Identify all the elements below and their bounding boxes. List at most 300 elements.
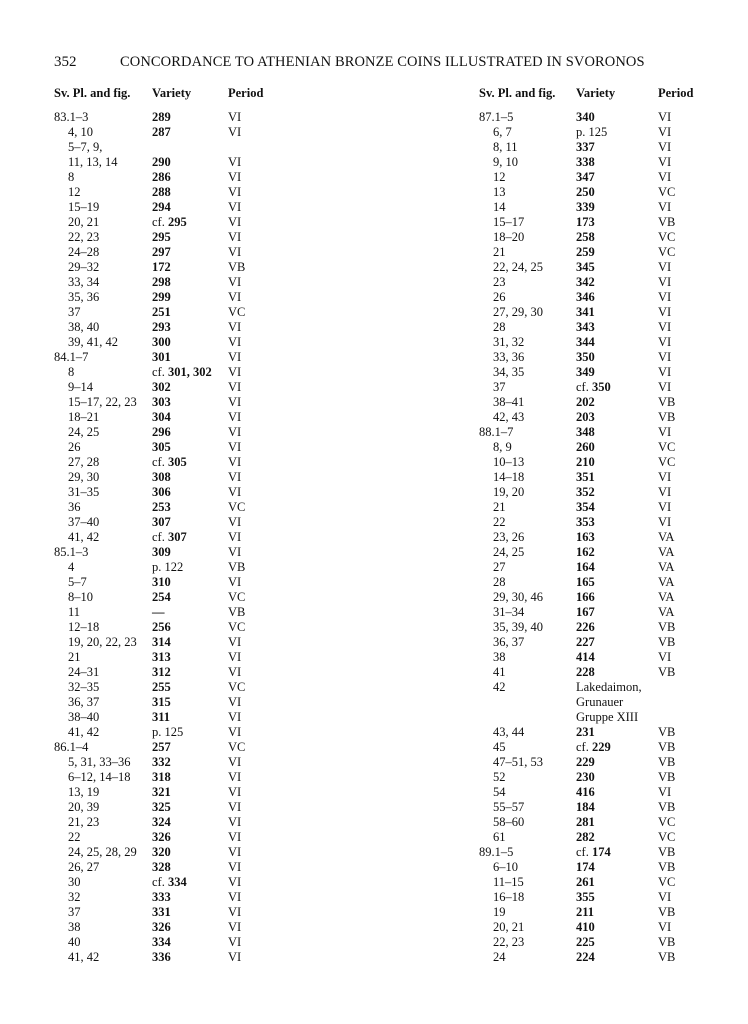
variety-number: 318 — [152, 770, 171, 784]
period-cell: VI — [228, 185, 242, 199]
figure-ref: 23 — [493, 275, 506, 289]
figure-ref: 23, 26 — [493, 530, 525, 544]
variety-prefix: cf. — [576, 740, 592, 754]
period-cell: VB — [658, 665, 676, 679]
period-cell: VC — [228, 620, 246, 634]
variety-number: 286 — [152, 170, 171, 184]
variety-number: 328 — [152, 860, 171, 874]
figure-ref: 27 — [493, 560, 506, 574]
variety-cell — [576, 155, 595, 170]
variety-number: 353 — [576, 515, 595, 529]
variety-cell — [152, 755, 171, 770]
variety-cell — [152, 200, 171, 215]
variety-cell — [576, 590, 595, 605]
variety-cell — [152, 935, 171, 950]
variety-number: 346 — [576, 290, 595, 304]
variety-cell — [576, 845, 611, 860]
variety-cell — [152, 575, 171, 590]
period-cell: VB — [658, 740, 676, 754]
period-cell: VI — [658, 350, 672, 364]
variety-number: 313 — [152, 650, 171, 664]
variety-cell — [152, 365, 212, 380]
figure-ref: 38 — [68, 920, 81, 934]
variety-cell — [152, 395, 171, 410]
figure-ref: 19, 20, 22, 23 — [68, 635, 137, 649]
period-cell: VI — [228, 920, 242, 934]
variety-number: 258 — [576, 230, 595, 244]
figure-ref: 24, 25 — [493, 545, 525, 559]
variety-number: 352 — [576, 485, 595, 499]
figure-ref: 52 — [493, 770, 506, 784]
period-cell: VI — [228, 710, 242, 724]
figure-ref: 33, 36 — [493, 350, 525, 364]
period-cell: VI — [228, 350, 242, 364]
variety-number: 226 — [576, 620, 595, 634]
variety-number: 202 — [576, 395, 595, 409]
figure-ref: 19 — [493, 905, 506, 919]
header-variety: Variety — [576, 86, 616, 100]
period-cell: VC — [658, 455, 676, 469]
variety-cell — [152, 545, 171, 560]
figure-ref: 36, 37 — [68, 695, 100, 709]
variety-number: 229 — [591, 740, 611, 754]
variety-cell — [576, 260, 595, 275]
variety-cell — [152, 245, 171, 260]
period-cell: VI — [228, 125, 242, 139]
figure-ref: 41, 42 — [68, 530, 100, 544]
period-cell: VC — [658, 875, 676, 889]
variety-cell — [152, 320, 171, 335]
variety-number: 295 — [167, 215, 187, 229]
figure-ref: 4, 10 — [68, 125, 93, 139]
period-cell: VI — [228, 860, 242, 874]
variety-number: 253 — [152, 500, 171, 514]
figure-ref: 10–13 — [493, 455, 525, 469]
figure-ref: 58–60 — [493, 815, 525, 829]
figure-ref: 24–28 — [68, 245, 100, 259]
period-cell: VI — [228, 365, 242, 379]
period-cell: VI — [228, 485, 242, 499]
variety-number: 325 — [152, 800, 171, 814]
figure-ref: 31–35 — [68, 485, 100, 499]
variety-cell — [152, 515, 171, 530]
figure-ref: 14 — [493, 200, 506, 214]
variety-number: 173 — [576, 215, 595, 229]
variety-number: 314 — [152, 635, 171, 649]
variety-cell — [152, 680, 171, 695]
period-cell: VI — [658, 485, 672, 499]
variety-cell — [152, 650, 171, 665]
variety-number: 254 — [152, 590, 171, 604]
figure-ref: 9–14 — [68, 380, 93, 394]
figure-ref: 41, 42 — [68, 725, 100, 739]
period-cell: VI — [228, 110, 242, 124]
figure-ref: 6–10 — [493, 860, 518, 874]
period-cell: VI — [228, 545, 242, 559]
variety-cell — [576, 815, 595, 830]
period-cell: VI — [658, 140, 672, 154]
period-cell: VI — [228, 320, 242, 334]
variety-cell — [576, 215, 595, 230]
figure-ref: 38–40 — [68, 710, 100, 724]
period-cell: VI — [228, 455, 242, 469]
variety-number: 250 — [576, 185, 595, 199]
variety-cell — [576, 665, 595, 680]
period-cell: VI — [658, 470, 672, 484]
figure-ref: 26, 27 — [68, 860, 100, 874]
period-cell: VI — [658, 365, 672, 379]
variety-cell — [152, 290, 171, 305]
variety-number: 225 — [576, 935, 595, 949]
variety-number: 260 — [576, 440, 595, 454]
period-cell: VI — [658, 290, 672, 304]
variety-number: 281 — [576, 815, 595, 829]
figure-ref: 37 — [68, 305, 81, 319]
variety-cell — [152, 605, 165, 620]
period-cell: VI — [658, 125, 672, 139]
figure-ref: 24, 25 — [68, 425, 100, 439]
variety-cell — [152, 890, 171, 905]
period-cell: VC — [658, 230, 676, 244]
variety-cell — [576, 455, 595, 470]
variety-cell — [152, 335, 171, 350]
variety-cell — [152, 875, 187, 890]
variety-number: 293 — [152, 320, 171, 334]
variety-number: 227 — [576, 635, 595, 649]
variety-number: 164 — [576, 560, 595, 574]
variety-cell — [152, 425, 171, 440]
figure-ref: 14–18 — [493, 470, 525, 484]
figure-ref: 11, 13, 14 — [68, 155, 118, 169]
variety-cell — [576, 335, 595, 350]
period-cell: VB — [658, 950, 676, 964]
header-figure: Sv. Pl. and fig. — [479, 86, 556, 100]
variety-cell — [576, 245, 595, 260]
figure-ref: 15–17, 22, 23 — [68, 395, 137, 409]
period-cell: VI — [228, 845, 242, 859]
period-cell: VI — [228, 950, 242, 964]
period-cell: VB — [228, 560, 246, 574]
variety-cell — [152, 455, 187, 470]
variety-number: 295 — [152, 230, 171, 244]
variety-cell — [576, 410, 595, 425]
period-cell: VC — [228, 305, 246, 319]
variety-cell — [576, 785, 595, 800]
figure-ref: 42 — [493, 680, 506, 694]
variety-cell — [152, 110, 171, 125]
variety-cell — [152, 350, 171, 365]
variety-cell — [576, 575, 595, 590]
variety-number: 311 — [152, 710, 171, 724]
period-cell: VI — [228, 290, 242, 304]
variety-cell — [152, 920, 171, 935]
variety-cell — [576, 275, 595, 290]
variety-cell — [576, 770, 595, 785]
figure-ref: 21, 23 — [68, 815, 100, 829]
period-cell: VC — [658, 185, 676, 199]
figure-ref: 29, 30, 46 — [493, 590, 543, 604]
figure-ref: 6–12, 14–18 — [68, 770, 131, 784]
figure-ref: 32 — [68, 890, 81, 904]
variety-cell — [152, 185, 171, 200]
figure-ref: 29, 30 — [68, 470, 100, 484]
variety-number: 326 — [152, 920, 171, 934]
variety-number: 331 — [152, 905, 171, 919]
figure-ref: 54 — [493, 785, 506, 799]
figure-ref: 8, 9 — [493, 440, 512, 454]
period-cell: VI — [228, 470, 242, 484]
variety-cell — [576, 800, 595, 815]
period-cell: VI — [228, 725, 242, 739]
variety-cell — [152, 590, 171, 605]
period-cell: VC — [228, 590, 246, 604]
figure-ref: 13, 19 — [68, 785, 100, 799]
variety-prefix: p. 125 — [152, 725, 184, 739]
period-cell: VB — [658, 755, 676, 769]
variety-cell — [152, 230, 171, 245]
variety-number: 299 — [152, 290, 171, 304]
variety-cell — [152, 845, 171, 860]
page-number: 352 — [54, 54, 77, 70]
period-cell: VB — [658, 410, 676, 424]
variety-number: 290 — [152, 155, 171, 169]
period-cell: VB — [658, 395, 676, 409]
period-cell: VI — [228, 635, 242, 649]
period-cell: VI — [658, 500, 672, 514]
figure-ref: 38 — [493, 650, 506, 664]
variety-cell — [576, 530, 595, 545]
figure-ref: 86.1–4 — [54, 740, 89, 754]
variety-prefix: cf. — [152, 215, 168, 229]
period-cell: VB — [658, 620, 676, 634]
variety-cell — [576, 320, 595, 335]
variety-cell — [576, 755, 595, 770]
variety-number: 416 — [576, 785, 595, 799]
figure-ref: 32–35 — [68, 680, 100, 694]
variety-cell — [152, 860, 171, 875]
running-title: CONCORDANCE TO ATHENIAN BRONZE COINS ILLUSTRATED IN SVORONOS — [120, 54, 645, 70]
period-cell: VI — [228, 380, 242, 394]
variety-number: 302 — [152, 380, 171, 394]
variety-prefix: p. 122 — [152, 560, 184, 574]
variety-cell — [152, 950, 171, 965]
variety-cell — [576, 890, 595, 905]
variety-cell — [576, 305, 595, 320]
figure-ref: 28 — [493, 575, 506, 589]
period-cell: VB — [228, 260, 246, 274]
variety-prefix: p. 125 — [576, 125, 608, 139]
period-cell: VI — [228, 530, 242, 544]
variety-cell — [152, 560, 183, 575]
period-cell: VI — [658, 260, 672, 274]
figure-ref: 38–41 — [493, 395, 525, 409]
period-cell: VC — [658, 830, 676, 844]
variety-cell — [576, 230, 595, 245]
period-cell: VB — [658, 860, 676, 874]
period-cell: VI — [228, 170, 242, 184]
figure-ref: 36 — [68, 500, 81, 514]
variety-number: 224 — [576, 950, 595, 964]
variety-cell — [576, 695, 623, 710]
variety-number: 261 — [576, 875, 595, 889]
period-cell: VI — [228, 875, 242, 889]
period-cell: VA — [658, 590, 675, 604]
figure-ref: 31–34 — [493, 605, 525, 619]
variety-number: 341 — [576, 305, 595, 319]
figure-ref: 22 — [493, 515, 506, 529]
variety-number: 338 — [576, 155, 595, 169]
variety-cell — [576, 515, 595, 530]
variety-number: 324 — [152, 815, 171, 829]
variety-number: 351 — [576, 470, 595, 484]
figure-ref: 22, 23 — [68, 230, 100, 244]
period-cell: VB — [658, 725, 676, 739]
variety-cell — [152, 785, 171, 800]
variety-number: 172 — [152, 260, 171, 274]
variety-cell — [576, 920, 595, 935]
variety-cell — [576, 860, 595, 875]
variety-number: 174 — [591, 845, 611, 859]
variety-number: 344 — [576, 335, 595, 349]
period-cell: VI — [228, 230, 242, 244]
variety-cell — [576, 710, 638, 725]
variety-number: 289 — [152, 110, 171, 124]
variety-cell — [576, 605, 595, 620]
variety-number: 228 — [576, 665, 595, 679]
figure-ref: 19, 20 — [493, 485, 525, 499]
variety-cell — [576, 110, 595, 125]
variety-number: 229 — [576, 755, 595, 769]
figure-ref: 87.1–5 — [479, 110, 514, 124]
figure-ref: 6, 7 — [493, 125, 512, 139]
variety-cell — [576, 440, 595, 455]
period-cell: VI — [228, 815, 242, 829]
variety-number: 165 — [576, 575, 595, 589]
figure-ref: 15–19 — [68, 200, 100, 214]
figure-ref: 37 — [493, 380, 506, 394]
figure-ref: 29–32 — [68, 260, 100, 274]
variety-cell — [576, 425, 595, 440]
variety-cell — [576, 185, 595, 200]
variety-number: 333 — [152, 890, 171, 904]
period-cell: VI — [228, 800, 242, 814]
variety-cell — [576, 200, 595, 215]
figure-ref: 85.1–3 — [54, 545, 89, 559]
variety-cell — [152, 740, 171, 755]
period-cell: VB — [658, 800, 676, 814]
period-cell: VI — [658, 515, 672, 529]
variety-cell — [576, 740, 611, 755]
figure-ref: 47–51, 53 — [493, 755, 543, 769]
period-cell: VI — [228, 785, 242, 799]
variety-number: 230 — [576, 770, 595, 784]
variety-cell — [576, 935, 595, 950]
period-cell: VI — [658, 200, 672, 214]
header-period: Period — [658, 86, 694, 100]
period-cell: VI — [658, 320, 672, 334]
figure-ref: 84.1–7 — [54, 350, 89, 364]
period-cell: VI — [228, 155, 242, 169]
period-cell: VI — [658, 170, 672, 184]
variety-cell — [576, 290, 595, 305]
variety-number: 166 — [576, 590, 595, 604]
variety-number: 296 — [152, 425, 171, 439]
figure-ref: 24–31 — [68, 665, 100, 679]
figure-ref: 20, 21 — [493, 920, 525, 934]
figure-ref: 22, 24, 25 — [493, 260, 543, 274]
period-cell: VI — [658, 110, 672, 124]
variety-cell — [152, 530, 187, 545]
variety-number: 334 — [152, 935, 171, 949]
variety-cell — [576, 395, 595, 410]
variety-cell — [152, 500, 171, 515]
figure-ref: 28 — [493, 320, 506, 334]
figure-ref: 12–18 — [68, 620, 100, 634]
figure-ref: 15–17 — [493, 215, 525, 229]
variety-cell — [152, 830, 171, 845]
period-cell: VI — [228, 935, 242, 949]
variety-number: 309 — [152, 545, 171, 559]
variety-number: 174 — [576, 860, 595, 874]
period-cell: VI — [228, 275, 242, 289]
variety-number: 345 — [576, 260, 595, 274]
variety-number: 301, 302 — [167, 365, 212, 379]
figure-ref: 9, 10 — [493, 155, 518, 169]
variety-number: 162 — [576, 545, 595, 559]
variety-prefix: cf. — [152, 875, 168, 889]
figure-ref: 89.1–5 — [479, 845, 514, 859]
period-cell: VC — [228, 740, 246, 754]
figure-ref: 4 — [68, 560, 75, 574]
variety-cell — [152, 665, 171, 680]
variety-number: 410 — [576, 920, 595, 934]
figure-ref: 35, 39, 40 — [493, 620, 543, 634]
figure-ref: 40 — [68, 935, 81, 949]
variety-number: 294 — [152, 200, 171, 214]
figure-ref: 16–18 — [493, 890, 525, 904]
variety-cell — [576, 500, 595, 515]
variety-number: 297 — [152, 245, 171, 259]
period-cell: VB — [658, 905, 676, 919]
figure-ref: 27, 28 — [68, 455, 100, 469]
period-cell: VI — [228, 905, 242, 919]
variety-number: 307 — [152, 515, 171, 529]
period-cell: VI — [658, 335, 672, 349]
period-cell: VI — [228, 440, 242, 454]
variety-cell — [576, 635, 595, 650]
variety-cell — [152, 905, 171, 920]
period-cell: VI — [658, 380, 672, 394]
period-cell: VI — [228, 200, 242, 214]
variety-number: 334 — [167, 875, 187, 889]
figure-ref: 41 — [493, 665, 506, 679]
variety-number: 350 — [576, 350, 595, 364]
variety-cell — [152, 215, 187, 230]
figure-ref: 24 — [493, 950, 506, 964]
variety-number: 255 — [152, 680, 171, 694]
variety-cell — [576, 650, 595, 665]
variety-number: 259 — [576, 245, 595, 259]
variety-cell — [576, 905, 594, 920]
period-cell: VB — [658, 845, 676, 859]
variety-cell — [152, 410, 171, 425]
period-cell: VB — [658, 770, 676, 784]
variety-number: 337 — [576, 140, 595, 154]
page-header — [54, 54, 708, 74]
period-cell: VI — [658, 785, 672, 799]
variety-number: 303 — [152, 395, 171, 409]
variety-cell — [152, 800, 171, 815]
